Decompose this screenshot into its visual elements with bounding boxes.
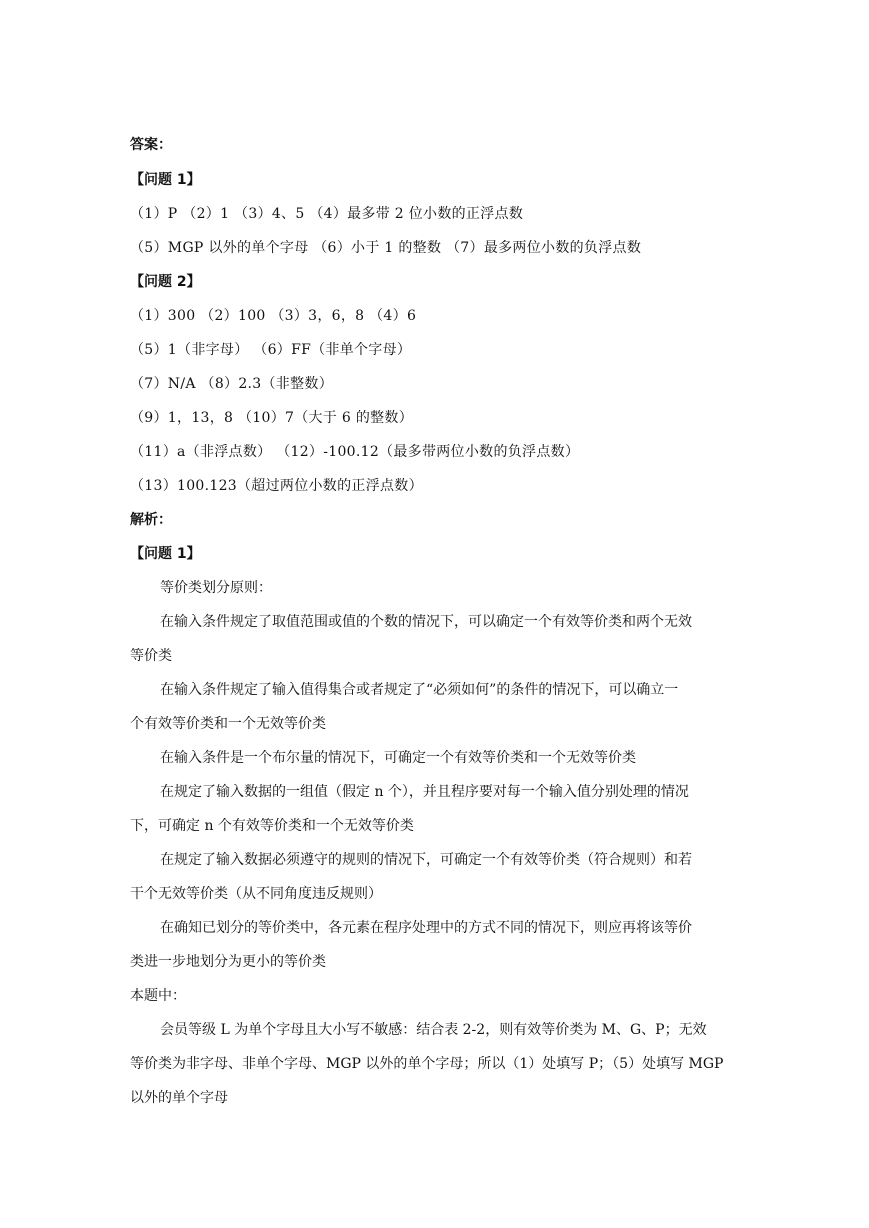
explanation-line: 以外的单个字母 xyxy=(130,1090,228,1106)
q1-answer-line: （1）P （2）1 （3）4、5 （4）最多带 2 位小数的正浮点数 xyxy=(130,206,524,222)
q1-answer-line: （5）MGP 以外的单个字母 （6）小于 1 的整数 （7）最多两位小数的负浮点数 xyxy=(130,240,642,256)
principle-line: 个有效等价类和一个无效等价类 xyxy=(130,716,326,732)
q2-answer-line: （13）100.123（超过两位小数的正浮点数） xyxy=(130,478,423,494)
q1-heading: 【问题 1】 xyxy=(130,172,201,188)
q2-answer-line: （1）300 （2）100 （3）3，6，8 （4）6 xyxy=(130,308,417,324)
principle-line: 在规定了输入数据必须遵守的规则的情况下，可确定一个有效等价类（符合规则）和若 xyxy=(160,852,692,868)
analysis-q1-heading: 【问题 1】 xyxy=(130,546,201,562)
principle-line: 在规定了输入数据的一组值（假定 n 个），并且程序要对每一个输入值分别处理的情况 xyxy=(160,784,689,800)
principle-line: 在输入条件规定了取值范围或值的个数的情况下，可以确定一个有效等价类和两个无效 xyxy=(160,614,692,630)
in-this-question-label: 本题中： xyxy=(130,988,186,1004)
principle-line: 干个无效等价类（从不同角度违反规则） xyxy=(130,886,382,902)
principle-line: 类进一步地划分为更小的等价类 xyxy=(130,954,326,970)
principle-line: 在输入条件是一个布尔量的情况下，可确定一个有效等价类和一个无效等价类 xyxy=(160,750,636,766)
principle-line: 等价类 xyxy=(130,648,172,664)
explanation-line: 等价类为非字母、非单个字母、MGP 以外的单个字母；所以（1）处填写 P；（5）处填写 MGP xyxy=(130,1056,724,1072)
q2-answer-line: （9）1，13，8 （10）7（大于 6 的整数） xyxy=(130,410,414,426)
answer-heading: 答案： xyxy=(130,137,172,153)
q2-answer-line: （5）1（非字母） （6）FF（非单个字母） xyxy=(130,342,412,358)
principle-line: 在确知已划分的等价类中，各元素在程序处理中的方式不同的情况下，则应再将该等价 xyxy=(160,920,692,936)
q2-answer-line: （7）N/A （8）2.3（非整数） xyxy=(130,376,334,392)
q2-answer-line: （11）a（非浮点数） （12）-100.12（最多带两位小数的负浮点数） xyxy=(130,444,580,460)
q2-heading: 【问题 2】 xyxy=(130,274,201,290)
principle-title: 等价类划分原则： xyxy=(160,580,272,596)
explanation-line: 会员等级 L 为单个字母且大小写不敏感：结合表 2-2，则有效等价类为 M、G、P；无效 xyxy=(160,1022,707,1038)
analysis-heading: 解析： xyxy=(130,512,172,528)
principle-line: 下，可确定 n 个有效等价类和一个无效等价类 xyxy=(130,818,414,834)
principle-line: 在输入条件规定了输入值得集合或者规定了“必须如何”的条件的情况下，可以确立一 xyxy=(160,682,679,698)
